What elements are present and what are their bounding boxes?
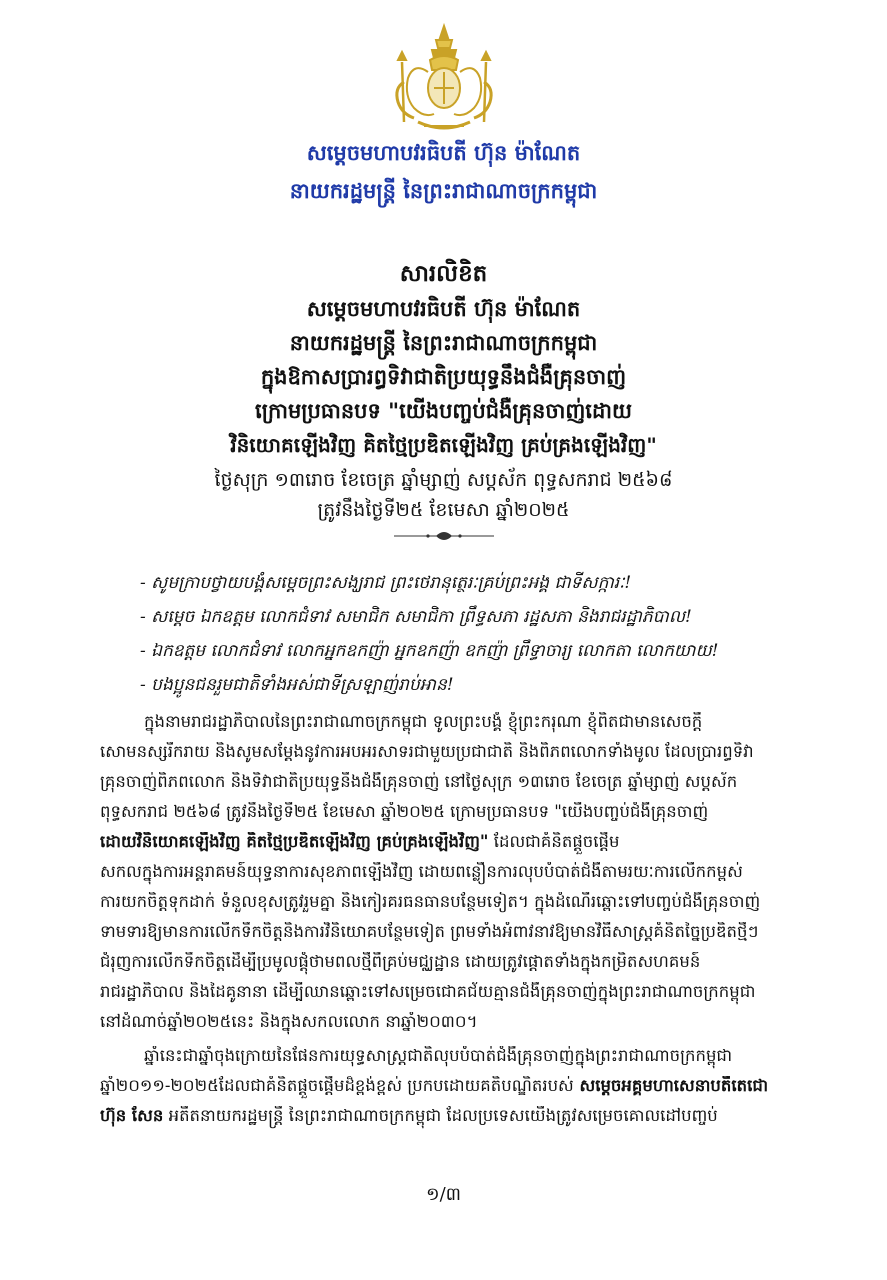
paragraph-text: អតីតនាយករដ្ឋមន្ត្រី នៃព្រះរាជាណាចក្រកម្ពុជា ដែលប្រទេសយើងត្រូវសម្រេចគោលដៅបញ្ចប់ <box>163 1106 718 1125</box>
theme-text: ដោយវិនិយោគឡើងវិញ គិតថ្មៃប្រឌិតឡើងវិញ គ្រប់គ្រងឡើងវិញ" <box>100 832 489 851</box>
paragraph-line: នៅដំណាច់ឆ្នាំ២០២៥នេះ និងក្នុងសកលលោក នាឆ្នាំ២០៣០។ <box>100 1012 478 1031</box>
person-name-text: ហ៊ុន សែន <box>100 1106 164 1125</box>
paragraph-text: ដែលជាគំនិតផ្តួចផ្តើម <box>488 832 620 851</box>
paragraph-line: សកលក្នុងការអន្តរាគមន៍យុទ្ធនាការសុខភាពឡើងវិញ ដោយពន្លឿនការលុបបំបាត់ជំងឺតាមរយៈការលើកកម្ពស់ <box>100 862 743 881</box>
paragraph-line: ពុទ្ធសករាជ ២៥៦៨ ត្រូវនឹងថ្ងៃទី២៥ ខែមេសា ឆ្នាំ២០២៥ ក្រោមប្រធានបទ "យើងបញ្ចប់ជំងឺគ្រុនចាញ់ <box>100 802 709 821</box>
paragraph-line <box>100 1106 790 1130</box>
title-block <box>40 260 847 520</box>
paragraph-line: ទាមទារឱ្យមានការលើកទឹកចិត្តនិងការវិនិយោគបន្ថែមទៀត ព្រមទាំងអំពាវនាវឱ្យមានវិធីសាស្ត្រគំនិតច្នៃប្រឌិតថ្មីៗ <box>100 922 759 941</box>
leader-name: សម្តេចមហាបវរធិបតី ហ៊ុន ម៉ាណែត <box>306 140 581 165</box>
paragraph-line: សោមនស្សរីករាយ និងសូមសម្តែងនូវការអបអរសាទរជាមួយប្រជាជាតិ និងពិភពលោកទាំងមូល ដែលប្រារព្ធទិវា <box>100 742 754 761</box>
title-line: ក្រោមប្រធានបទ "យើងបញ្ចប់ជំងឺគ្រុនចាញ់ដោយ <box>255 398 632 423</box>
leader-position: នាយករដ្ឋមន្ត្រី នៃព្រះរាជាណាចក្រកម្ពុជា <box>289 178 598 203</box>
paragraph-line: រាជរដ្ឋាភិបាល និងដៃគូនានា ដើម្បីឈានឆ្ពោះទៅសម្រេចជោគជ័យគ្មានជំងឺគ្រុនចាញ់ក្នុងព្រះរាជាណាចក្រកម្ពុជា <box>100 982 756 1001</box>
page-number: ១/៣ <box>425 1184 462 1205</box>
date-solar: ត្រូវនឹងថ្ងៃទី២៥ ខែមេសា ឆ្នាំ២០២៥ <box>317 499 570 521</box>
list-item: - សម្តេច ឯកឧត្តម លោកជំទាវ សមាជិក សមាជិកា ព្រឹទ្ធសភា រដ្ឋសភា និងរាជរដ្ឋាភិបាល! <box>140 607 692 627</box>
paragraph-line <box>100 832 790 856</box>
paragraph-line: ជំរុញការលើកទឹកចិត្តដើម្បីប្រមូលផ្តុំថាមពលថ្មីពីគ្រប់មជ្ឈដ្ឋាន ដោយត្រូវផ្តោតទាំងក្នុងកម្រិតសហគមន៍ <box>100 952 701 971</box>
list-item: - ឯកឧត្តម លោកជំទាវ លោកអ្នកឧកញ៉ា អ្នកឧកញ៉ា ឧកញ៉ា ព្រឹទ្ធាចារ្យ លោកតា លោកយាយ! <box>140 641 719 661</box>
title-line: សម្តេចមហាបវរធិបតី ហ៊ុន ម៉ាណែត <box>306 296 581 321</box>
document-type-title: សារលិខិត <box>399 260 488 287</box>
ornament-divider-icon <box>392 530 496 542</box>
paragraph-text: ឆ្នាំ២០១១-២០២៥ដែលជាគំនិតផ្តួចផ្តើមដ៏ខ្ពង់ខ្ពស់ ប្រកបដោយគតិបណ្ឌិតរបស់ <box>100 1076 574 1095</box>
royal-coat-of-arms-icon <box>384 22 504 134</box>
list-item: - បងប្អូនជនរួមជាតិទាំងអស់ជាទីស្រឡាញ់រាប់អាន! <box>140 675 454 695</box>
honorific-text: សម្តេចអគ្គមហាសេនាបតីតេជោ <box>573 1076 769 1095</box>
paragraph-line: ក្នុងនាមរាជរដ្ឋាភិបាលនៃព្រះរាជាណាចក្រកម្ពុជា ទូលព្រះបង្គំ ខ្ញុំព្រះករុណា ខ្ញុំពិតជាមានសេចក្តី <box>144 712 703 731</box>
title-line: វិនិយោគឡើងវិញ គិតថ្មៃប្រឌិតឡើងវិញ គ្រប់គ្រងឡើងវិញ" <box>230 433 657 457</box>
title-line: នាយករដ្ឋមន្ត្រី នៃព្រះរាជាណាចក្រកម្ពុជា <box>289 330 598 355</box>
title-line: ក្នុងឱកាសប្រារព្ធទិវាជាតិប្រយុទ្ធនឹងជំងឺគ្រុនចាញ់ <box>260 364 627 389</box>
body-text <box>100 712 790 1132</box>
paragraph-line: ការយកចិត្តទុកដាក់ ទំនួលខុសត្រូវរួមគ្នា និងកៀរគរធនធានបន្ថែមទៀត។ ក្នុងដំណើរឆ្ពោះទៅបញ្ចប់ជំងឺគ្រុនចាញ់ <box>100 892 761 911</box>
paragraph-line: ឆ្នាំនេះជាឆ្នាំចុងក្រោយនៃផែនការយុទ្ធសាស្ត្រជាតិលុបបំបាត់ជំងឺគ្រុនចាញ់ក្នុងព្រះរាជាណាចក្រកម្ពុជា <box>144 1046 733 1065</box>
list-item: - សូមក្រាបថ្វាយបង្គំសម្តេចព្រះសង្ឃរាជ ព្រះថេរានុត្ថេរៈគ្រប់ព្រះអង្គ ជាទីសក្ការៈ! <box>140 573 632 593</box>
date-lunar: ថ្ងៃសុក្រ ១៣រោច ខែចេត្រ ឆ្នាំម្សាញ់ សប្តស័ក ពុទ្ធសករាជ ២៥៦៨ <box>214 469 673 491</box>
paragraph-line: គ្រុនចាញ់ពិភពលោក និងទិវាជាតិប្រយុទ្ធនឹងជំងឺគ្រុនចាញ់ នៅថ្ងៃសុក្រ ១៣រោច ខែចេត្រ ឆ្នាំម្សាញ់ សប្តស័ក <box>100 772 738 791</box>
paragraph-line <box>100 1076 790 1100</box>
